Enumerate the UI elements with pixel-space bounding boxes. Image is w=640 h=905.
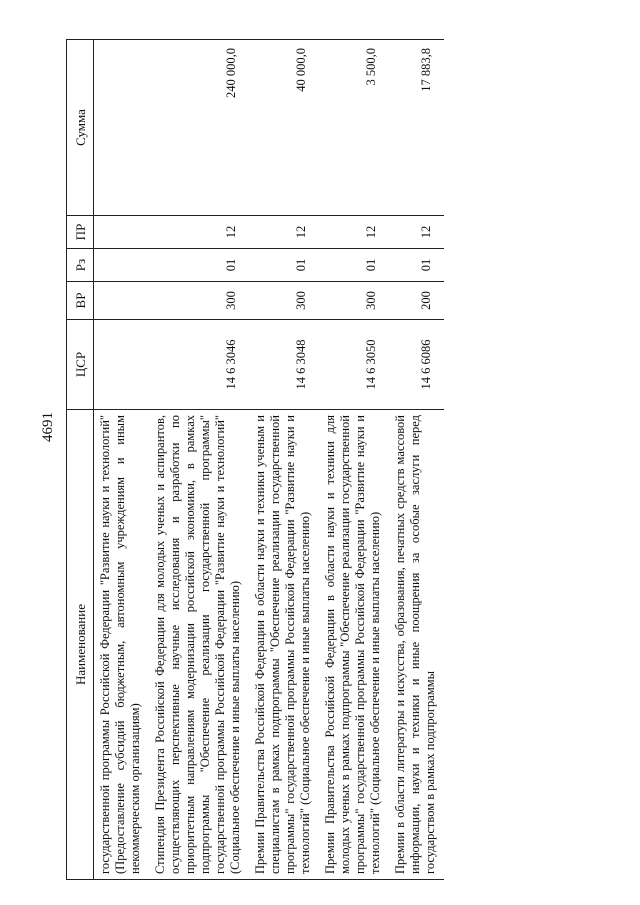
row-rz [94,249,150,282]
row-sum: 240 000,0 [149,40,249,216]
header-pr: ПР [67,216,94,249]
row-vr [94,282,150,320]
row-vr: 300 [149,282,249,320]
row-name: Стипендия Президента Российской Федерации для молодых ученых и аспирантов, осуществляющих перспективные научные исследования и разработки по приоритетным направлениям модернизации российской экономики, в рамках подпрограммы "Обеспечение реализации государственной программы" государственной программы Российской Федерации "Развитие науки и технологий" (Социальное обеспечение и иные выплаты населению) [149,410,249,880]
row-rz: 01 [249,249,319,282]
row-pr: 12 [319,216,389,249]
row-pr: 12 [389,216,444,249]
row-sum: 3 500,0 [319,40,389,216]
header-name: Наименование [67,410,94,880]
header-rz: Рз [67,249,94,282]
page-number: 4691 [40,412,56,442]
row-csr: 14 6 3048 [249,320,319,410]
header-vr: ВР [67,282,94,320]
table-row [389,40,444,880]
header-csr: ЦСР [67,320,94,410]
row-sum [94,40,150,216]
row-csr: 14 6 3050 [319,320,389,410]
row-csr: 14 6 3046 [149,320,249,410]
table-row [249,40,319,880]
row-sum: 17 883,8 [389,40,444,216]
row-csr: 14 6 6086 [389,320,444,410]
row-pr: 12 [149,216,249,249]
row-pr: 12 [249,216,319,249]
row-vr: 300 [249,282,319,320]
table-row [319,40,389,880]
row-vr: 200 [389,282,444,320]
row-csr [94,320,150,410]
table-header-row [67,40,94,880]
row-rz: 01 [389,249,444,282]
row-rz: 01 [319,249,389,282]
header-sum: Сумма [67,40,94,216]
row-name: государственной программы Российской Федерации "Развитие науки и технологий" (Предоставление субсидий бюджетным, автономным учреждениям и иным некоммерческим организациям) [94,410,150,880]
table-row [149,40,249,880]
budget-table [66,39,444,880]
row-sum: 40 000,0 [249,40,319,216]
table-row [94,40,150,880]
row-pr [94,216,150,249]
row-vr: 300 [319,282,389,320]
rotated-page-content [66,40,576,880]
row-name: Премии Правительства Российской Федерации в области науки и техники для молодых ученых в рамках подпрограммы "Обеспечение реализации государственной программы" государственной программы Российской Федерации "Развитие науки и технологий" (Социальное обеспечение и иные выплаты населению) [319,410,389,880]
row-rz: 01 [149,249,249,282]
row-name: Премии в области литературы и искусства, образования, печатных средств массовой информации, науки и техники и иные поощрения за особые заслуги перед государством в рамках подпрограммы [389,410,444,880]
row-name: Премии Правительства Российской Федерации в области науки и техники ученым и специалистам в рамках подпрограммы "Обеспечение реализации государственной программы" государственной программы Российской Федерации "Развитие науки и технологий" (Социальное обеспечение и иные выплаты населению) [249,410,319,880]
